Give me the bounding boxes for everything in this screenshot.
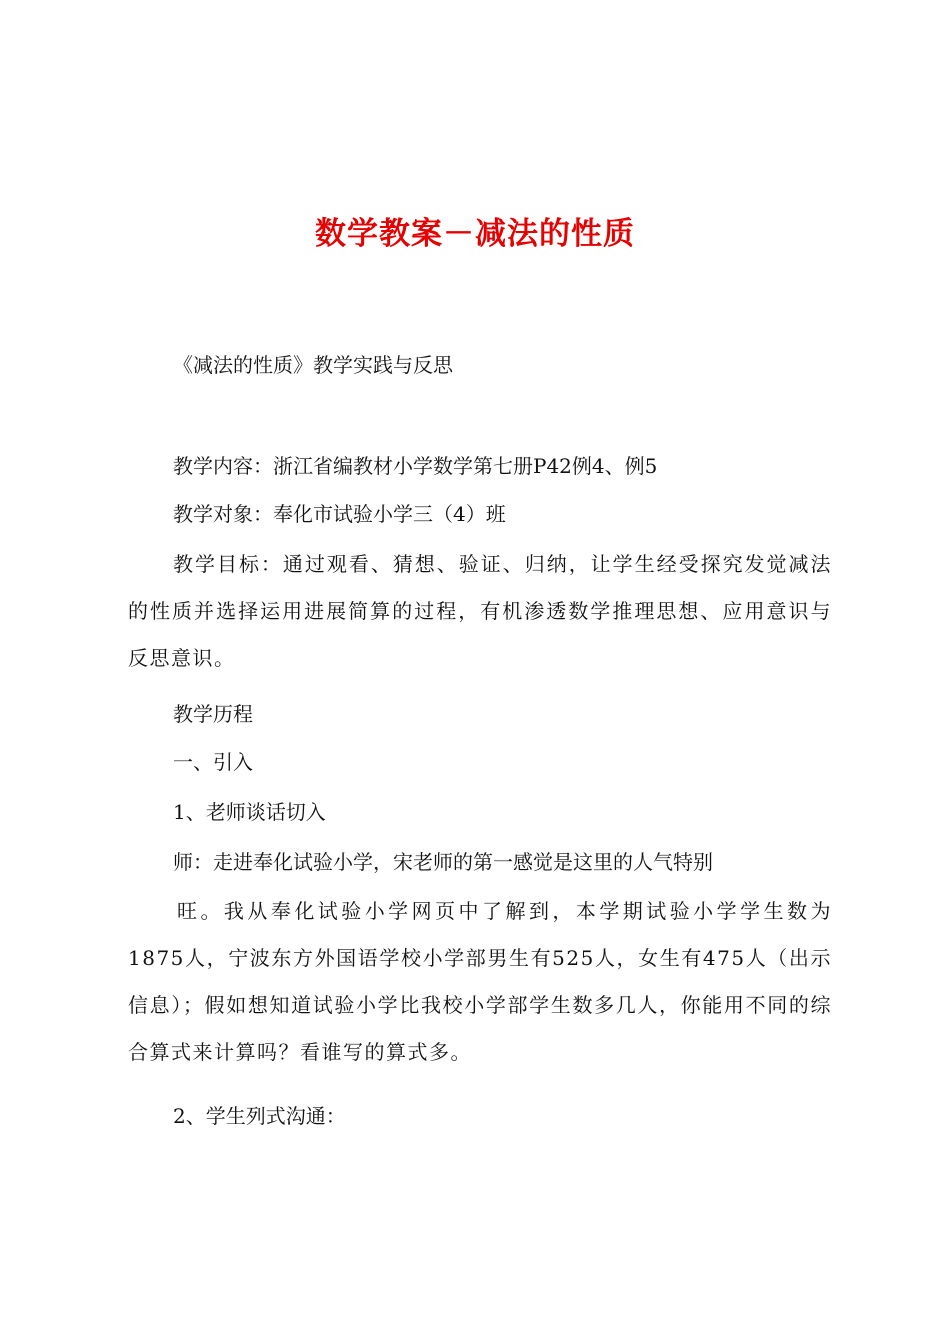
teaching-goal-paragraph: 教学目标：通过观看、猜想、验证、归纳，让学生经受探究发觉减法的性质并选择运用进展简算的过程，有机渗透数学推理思想、应用意识与反思意识。: [128, 552, 832, 670]
teaching-object-line: 教学对象：奉化市试验小学三（4）班: [173, 502, 506, 526]
teacher-speech-paragraph: 旺。我从奉化试验小学网页中了解到，本学期试验小学学生数为1875人，宁波东方外国语学校小学部男生有525人，女生有475人（出示信息）；假如想知道试验小学比我校小学部学生数多几人，你能用不同的综合算式来计算吗？看谁写的算式多。: [128, 899, 832, 1064]
item-two-heading: 2、学生列式沟通：: [173, 1104, 346, 1128]
item-one-heading: 1、老师谈话切入: [173, 800, 326, 824]
teaching-process-heading: 教学历程: [173, 702, 253, 726]
teacher-speech-line: 师：走进奉化试验小学，宋老师的第一感觉是这里的人气特别: [173, 850, 713, 874]
teaching-content-line: 教学内容：浙江省编教材小学数学第七册P42例4、例5: [173, 454, 658, 478]
document-subtitle: 《减法的性质》教学实践与反思: [173, 353, 453, 377]
section-one-heading: 一、引入: [173, 750, 253, 774]
document-title: 数学教案－减法的性质: [315, 216, 635, 252]
